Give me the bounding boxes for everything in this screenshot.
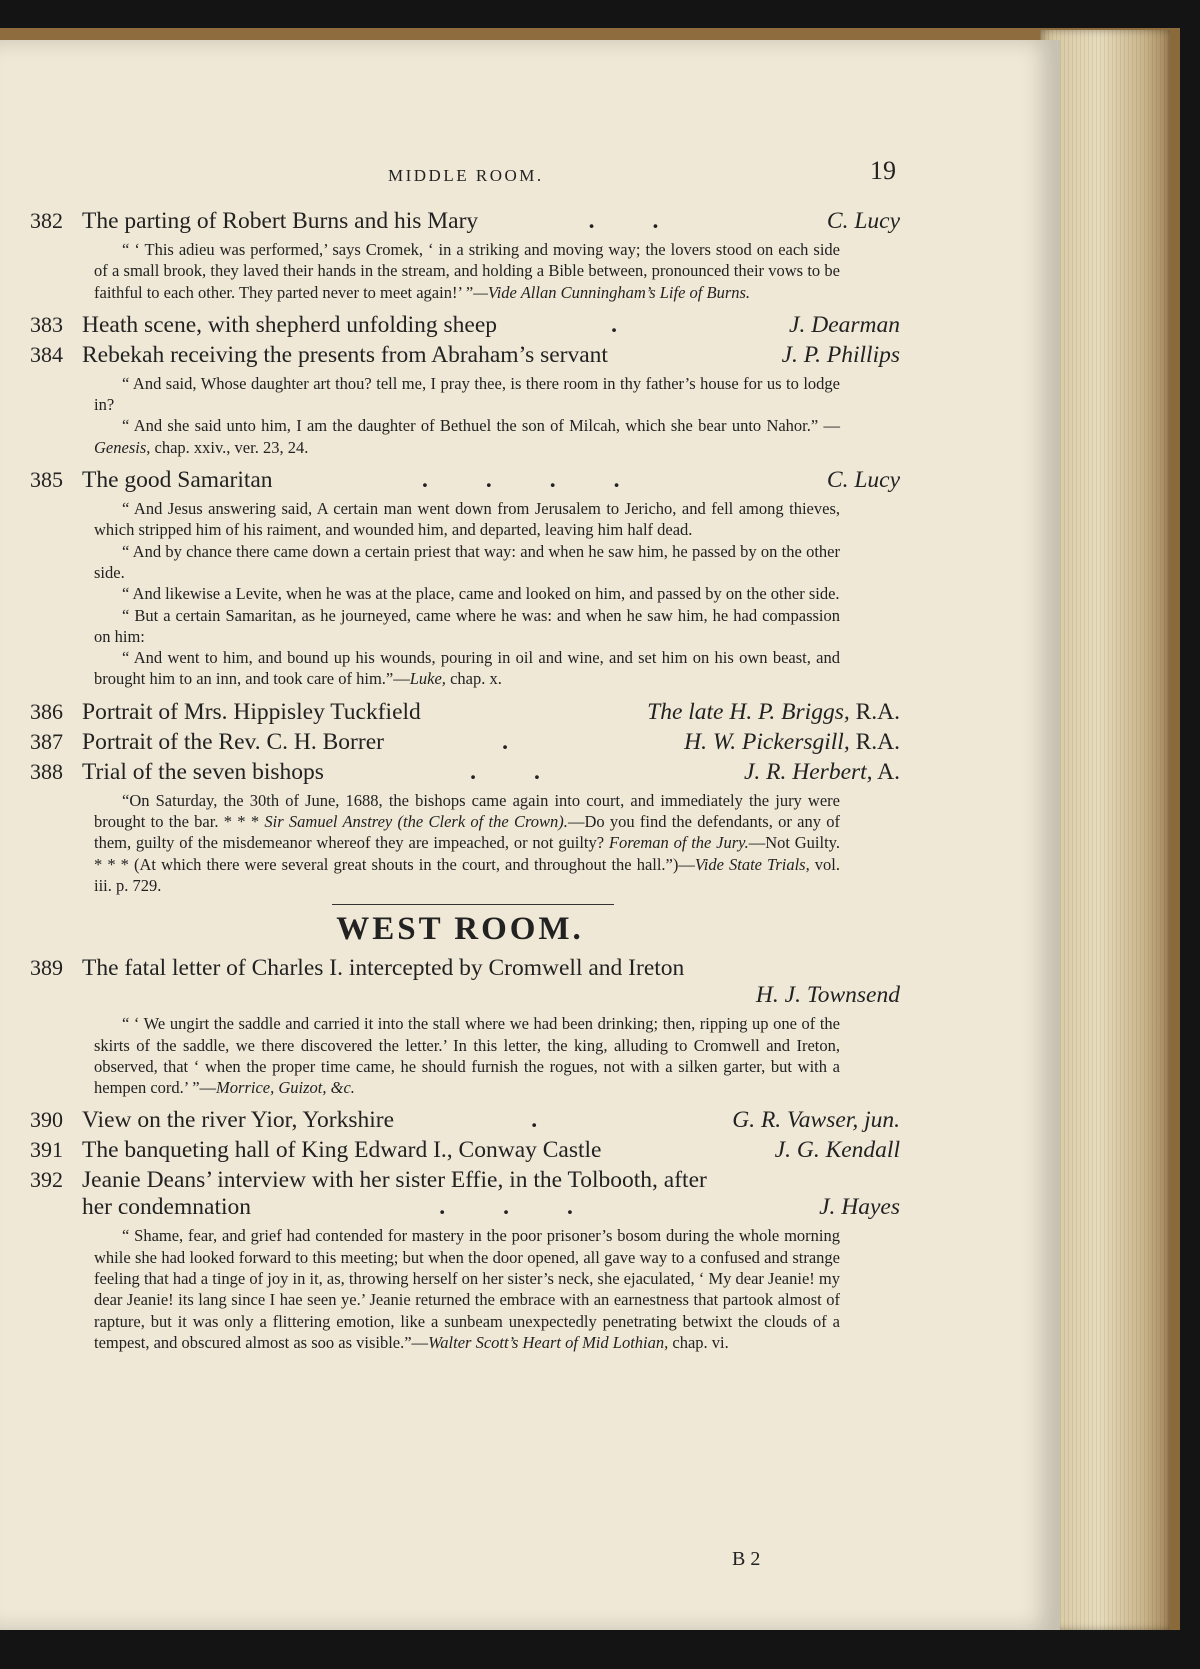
entry-title-continued: her condemnation (82, 1194, 252, 1221)
quote-reference: Vide State Trials, (694, 854, 810, 874)
entry-number: 382 (30, 208, 63, 233)
entry-title: Trial of the seven bishops (82, 758, 324, 785)
entry-number: 389 (30, 955, 63, 981)
entry-title: Portrait of the Rev. C. H. Borrer (82, 728, 384, 755)
quote-reference-detail: vol. iii. p. 729. (94, 854, 841, 895)
entry-quote (94, 1013, 840, 1098)
quote-text: —Not Guilty. * * * (At which there were several great shouts in the court, and throughout the hall.”)— (94, 833, 840, 874)
catalogue-entry (30, 207, 900, 303)
entry-artist: C. Lucy (826, 467, 900, 494)
entry-title: The fatal letter of Charles I. intercepted by Cromwell and Ireton (82, 955, 685, 982)
quote-reference-detail: chap. vi. (668, 1332, 729, 1352)
section-title: WEST ROOM. (336, 911, 584, 948)
quote-text: “ And she said unto him, I am the daughter of Bethuel the son of Milcah, which she bear unto Nahor.” — (122, 416, 840, 436)
entry-title: Portrait of Mrs. Hippisley Tuckfield (82, 698, 421, 725)
leader-dots: . (531, 1107, 596, 1134)
entry-quote (94, 498, 840, 690)
entry-number: 384 (30, 341, 63, 367)
quote-text: “ ‘ We ungirt the saddle and carried it into the stall where we had been drinking; then, ripping up one of the skirts of the saddle, we there discovered the letter.’ In this letter, the king, alluding to Cromwell and Ireton, observed, that ‘ when the proper time came, he should furnish the rogues, not with a silken garter, but with a hempen cord.’ ”— (94, 1014, 840, 1098)
artist-suffix: A. (872, 758, 900, 785)
leader-dots: . (502, 728, 566, 755)
entry-number: 392 (30, 1167, 63, 1193)
quote-reference: Sir Samuel Anstrey (the Clerk of the Crown). (264, 812, 568, 832)
entry-quote (94, 373, 840, 458)
entry-title: Heath scene, with shepherd unfolding sheep (82, 311, 498, 338)
entry-title: The banqueting hall of King Edward I., Conway Castle (82, 1137, 602, 1164)
catalogue-entry (30, 341, 900, 458)
catalogue-entry (30, 1106, 900, 1134)
entry-artist: J. Dearman (789, 311, 900, 338)
entry-artist: C. Lucy (826, 208, 900, 234)
catalogue-entry (30, 1166, 900, 1353)
catalogue-content (30, 205, 900, 1361)
quote-reference: —Vide Allan Cunningham’s Life of Burns. (473, 282, 751, 302)
entry-artist: G. R. Vawser, jun. (732, 1107, 900, 1134)
quote-reference: Walter Scott’s Heart of Mid Lothian, (428, 1332, 669, 1352)
quote-text: “ And went to him, and bound up his wounds, pouring in oil and wine, and set him on his own beast, and brought him to an inn, and took care of him.”— (94, 648, 840, 689)
entry-number: 387 (30, 728, 63, 754)
entry-title: View on the river Yior, Yorkshire (82, 1107, 395, 1134)
quote-reference: Foreman of the Jury. (608, 833, 749, 853)
artist-name: H. W. Pickersgill, (684, 728, 850, 755)
entry-title: The parting of Robert Burns and his Mary (82, 208, 479, 234)
quote-text: “ ‘ This adieu was performed,’ says Cromek, ‘ in a striking and moving way; the lovers stood on each side of a small brook, they laved their hands in the stream, and holding a Bible between, pronounced their vows to be faithful to each other. They parted never to meet again!’ ” (94, 240, 840, 302)
quote-text: “ And likewise a Levite, when he was at the place, came and looked on him, and passed by on the other side. (122, 584, 840, 604)
quote-text: “On Saturday, the 30th of June, 1688, the bishops came again into court, and immediately the jury were brought to the bar. * * * (94, 790, 840, 832)
catalogue-entry (30, 954, 900, 1098)
catalogue-entry (30, 1136, 900, 1164)
artist-suffix: R.A. (849, 698, 900, 725)
entry-title: The good Samaritan (82, 467, 273, 494)
entry-quote (94, 790, 840, 896)
page-number: 19 (870, 156, 896, 185)
quote-text: “ And Jesus answering said, A certain man went down from Jerusalem to Jericho, and fell among thieves, which stripped him of his raiment, and wounded him, and departed, leaving him half dead. (94, 499, 840, 540)
running-head: MIDDLE ROOM. (388, 166, 544, 185)
quote-reference-detail: chap. xxiv., ver. 23, 24. (150, 437, 309, 457)
entry-title: Jeanie Deans’ interview with her sister Effie, in the Tolbooth, after (82, 1167, 707, 1194)
quote-reference: Luke, (409, 669, 446, 689)
page-edges (1040, 30, 1180, 1630)
entry-artist: J. Hayes (819, 1194, 900, 1221)
artist-suffix: R.A. (849, 728, 900, 755)
catalogue-entry (30, 698, 900, 726)
quote-text: —Do you find the defendants, or any of them, guilty of the misdemeanor whereof they are impeached, or not guilty? (94, 812, 841, 853)
artist-name: J. R. Herbert, (744, 758, 873, 785)
catalogue-entry (30, 311, 900, 339)
entry-number: 390 (30, 1107, 63, 1133)
book-page (0, 40, 1060, 1630)
catalogue-entry (30, 758, 900, 896)
entry-number: 383 (30, 311, 63, 337)
leader-dots: . (611, 311, 675, 338)
catalogue-entry (30, 728, 900, 756)
quote-text: “ But a certain Samaritan, as he journeyed, came where he was: and when he saw him, he had compassion on him: (94, 605, 840, 646)
entry-quote (94, 239, 840, 303)
entry-quote (94, 1225, 840, 1353)
signature-mark: B 2 (732, 1548, 761, 1570)
entry-title: Rebekah receiving the presents from Abraham’s servant (82, 341, 608, 368)
quote-reference: Morrice, Guizot, &c. (216, 1078, 355, 1098)
leader-dots: .. (588, 208, 717, 234)
entry-artist (647, 699, 900, 726)
quote-text: “ And said, Whose daughter art thou? tell me, I pray thee, is there room in thy father’s house for us to lodge in? (94, 373, 840, 415)
catalogue-entry (30, 466, 900, 690)
entry-artist (744, 759, 900, 786)
entry-artist (684, 729, 900, 756)
quote-text: “ And by chance there came down a certain priest that way: and when he saw him, he passed by on the other side. (94, 541, 840, 582)
leader-dots: .... (421, 467, 678, 494)
artist-name: The late H. P. Briggs, (647, 698, 850, 725)
entry-artist: J. G. Kendall (774, 1137, 900, 1164)
entry-number: 391 (30, 1137, 63, 1163)
quote-reference-detail: chap. x. (445, 669, 502, 689)
leader-dots: ... (439, 1194, 631, 1221)
entry-artist: H. J. Townsend (755, 982, 900, 1009)
section-divider (332, 904, 614, 905)
entry-number: 388 (30, 758, 63, 784)
entry-number: 385 (30, 467, 63, 493)
quote-text: “ Shame, fear, and grief had contended for mastery in the poor prisoner’s bosom during the whole morning while she had looked forward to this meeting; but when the door opened, all gave way to a confused and strange feeling that had a tinge of joy in it, as, throwing herself on her sister’s neck, she ejaculated, ‘ My dear Jeanie! my dear Jeanie! its lang since I hae seen ye.’ Jeanie returned the embrace with an earnestness that partook almost of rapture, but it was only a flittering emotion, like a sunbeam unexpectedly penetrating betwixt the clouds of a tempest, and obscured almost as soo as visible.”— (94, 1226, 840, 1352)
entry-artist: J. P. Phillips (781, 341, 900, 368)
leader-dots: .. (470, 758, 598, 785)
quote-reference: Genesis, (94, 437, 151, 457)
entry-number: 386 (30, 698, 63, 724)
